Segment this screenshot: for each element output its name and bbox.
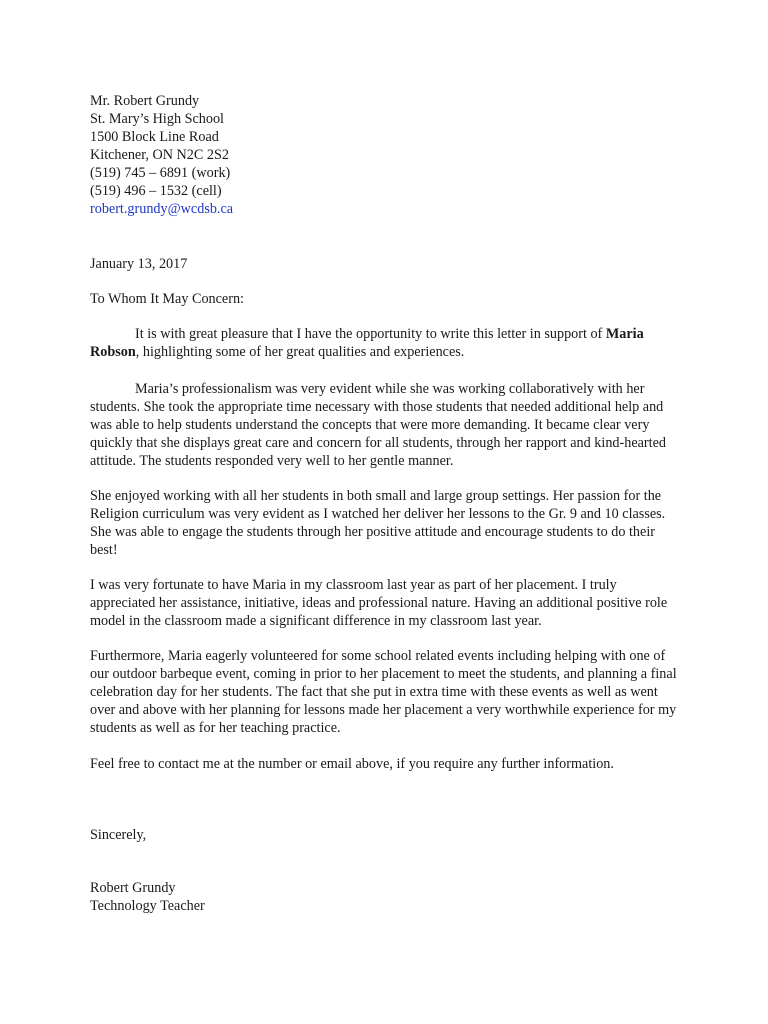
paragraph-line: model in the classroom made a significant difference in my classroom last year. [90,613,542,629]
sender-address-block [90,92,710,218]
candidate-first-name: Maria [605,326,644,342]
paragraph-volunteering [90,647,710,737]
paragraph-contact: Feel free to contact me at the number or email above, if you require any further information. [90,756,614,772]
paragraph-placement [90,576,710,630]
paragraph-line: attitude. The students responded very well to her gentle manner. [90,453,454,469]
paragraph-line: over and above with her planning for lessons made her placement a very worthwhile experience for my [90,702,677,718]
paragraph-group-settings [90,487,710,559]
intro-text-1: It is with great pleasure that I have the opportunity to write this letter in support of [135,326,606,342]
letter-date: January 13, 2017 [90,256,188,272]
paragraph-line: was able to help students understand the concepts that were more demanding. It became clear very [90,417,650,433]
signature-block [90,879,205,915]
sender-street: 1500 Block Line Road [90,129,219,145]
paragraph-line: She was able to engage the students through her positive attitude and encourage students to do their [90,524,655,540]
signature-title: Technology Teacher [90,898,205,914]
letter-page [90,92,710,914]
paragraph-line: Religion curriculum was very evident as I watched her deliver her lessons to the Gr. 9 and 10 classes. [90,506,666,522]
sender-phone-cell: (519) 496 – 1532 (cell) [90,183,222,199]
paragraph-line: quickly that she displays great care and concern for all students, through her rapport and kind-hearted [90,435,666,451]
intro-text-2: , highlighting some of her great qualities and experiences. [135,344,465,360]
signature-name: Robert Grundy [90,880,176,896]
salutation: To Whom It May Concern: [90,291,244,307]
paragraph-line: Maria’s professionalism was very evident while she was working collaboratively with her [135,381,645,397]
closing: Sincerely, [90,827,147,843]
paragraph-line: students as well as for her teaching practice. [90,720,341,736]
paragraph-line: appreciated her assistance, initiative, ideas and professional nature. Having an additional positive role [90,595,668,611]
paragraph-line: Furthermore, Maria eagerly volunteered for some school related events including helping with one of [90,648,666,664]
sender-phone-work: (519) 745 – 6891 (work) [90,165,231,181]
sender-email-link[interactable]: robert.grundy@wcdsb.ca [90,201,234,217]
sender-name: Mr. Robert Grundy [90,93,200,109]
paragraph-line: celebration day for her students. The fact that she put in extra time with these events as well as went [90,684,658,700]
candidate-last-name: Robson [90,344,136,360]
paragraph-line: She enjoyed working with all her students in both small and large group settings. Her passion for the [90,488,662,504]
paragraph-line: best! [90,542,118,558]
sender-city: Kitchener, ON N2C 2S2 [90,147,229,163]
paragraph-professionalism [90,380,710,470]
paragraph-line: students. She took the appropriate time necessary with those students that needed additional help and [90,399,664,415]
paragraph-line: I was very fortunate to have Maria in my classroom last year as part of her placement. I truly [90,577,617,593]
paragraph-intro [90,325,710,361]
sender-school: St. Mary’s High School [90,111,224,127]
paragraph-line: our outdoor barbeque event, coming in prior to her placement to meet the students, and planning a final [90,666,677,682]
